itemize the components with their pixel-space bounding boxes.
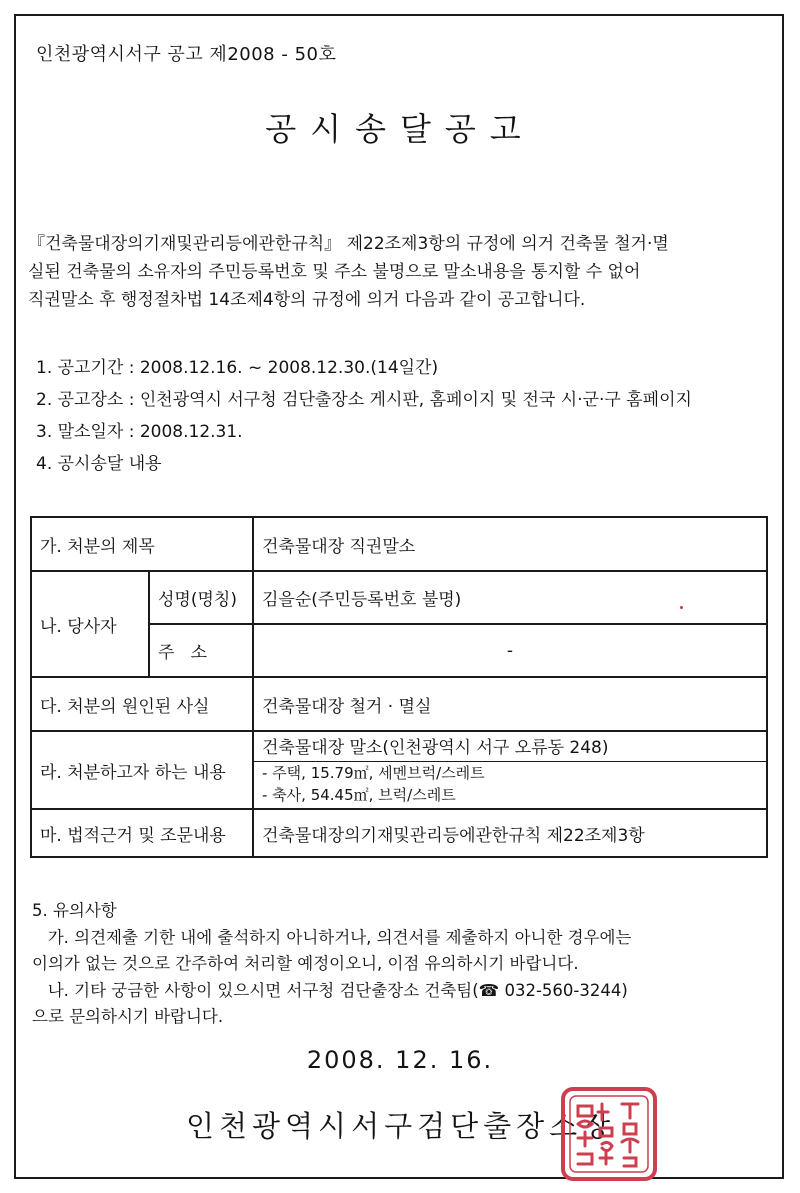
content-detail: - 주택, 15.79㎡, 세멘브럭/스레트 xyxy=(262,763,485,782)
content-divider xyxy=(254,761,766,806)
item-content: 4. 공시송달 내용 xyxy=(36,454,162,474)
cell-label: 마. 법적근거 및 조문내용 xyxy=(31,809,253,857)
note-line: 5. 유의사항 xyxy=(32,901,117,920)
caution-notes xyxy=(32,898,772,1031)
cell-value: - xyxy=(253,624,767,677)
cell-label: 나. 당사자 xyxy=(31,571,149,677)
intro-paragraph xyxy=(28,230,768,314)
cell-label: 다. 처분의 원인된 사실 xyxy=(31,677,253,731)
red-mark xyxy=(680,606,683,609)
note-line: 으로 문의하시기 바랍니다. xyxy=(32,1007,224,1026)
cell-value: 건축물대장 직권말소 xyxy=(253,517,767,571)
item-period: 1. 공고기간 : 2008.12.16. ~ 2008.12.30.(14일간) xyxy=(36,358,439,378)
table-row xyxy=(31,677,767,731)
issue-date: 2008. 12. 16. xyxy=(306,1046,494,1074)
note-line: 가. 의견제출 기한 내에 출석하지 아니하거나, 의견서를 제출하지 아니한 경우에는 xyxy=(32,927,632,947)
notice-number: 인천광역시서구 공고 제2008 - 50호 xyxy=(36,44,337,65)
cell-label: 라. 처분하고자 하는 내용 xyxy=(31,731,253,809)
cell-value: 김을순(주민등록번호 불명) xyxy=(253,571,767,624)
table-row xyxy=(31,517,767,571)
cell-sublabel: 성명(명칭) xyxy=(149,571,253,624)
document-title: 공시송달공고 xyxy=(265,110,535,148)
content-detail: - 축사, 54.45㎡, 브럭/스레트 xyxy=(262,785,456,804)
note-line: 나. 기타 궁금한 사항이 있으시면 서구청 검단출장소 건축팀(☎ 032-560-3244) xyxy=(32,980,628,1000)
disposition-table xyxy=(30,516,768,858)
cell-value: 건축물대장의기재및관리등에관한규칙 제22조제3항 xyxy=(253,809,767,857)
content-main: 건축물대장 말소(인천광역시 서구 오류동 248) xyxy=(262,737,609,758)
table-row xyxy=(31,731,767,809)
cell-sublabel xyxy=(149,624,253,677)
table-row xyxy=(31,571,767,624)
issuer-name: 인천광역시서구검단출장소장 xyxy=(186,1109,616,1143)
intro-line: 직권말소 후 행정절차법 14조제4항의 규정에 의거 다음과 같이 공고합니다. xyxy=(28,290,586,310)
cell-value: 건축물대장 철거 · 멸실 xyxy=(253,677,767,731)
table-row xyxy=(31,809,767,857)
item-date: 3. 말소일자 : 2008.12.31. xyxy=(36,422,243,442)
official-seal-icon xyxy=(560,1086,658,1182)
notice-items xyxy=(36,352,692,480)
intro-line: 『건축물대장의기재및관리등에관한규칙』 제22조제3항의 규정에 의거 건축물 철거·멸 xyxy=(28,234,669,254)
cell-value xyxy=(253,731,767,809)
item-place: 2. 공고장소 : 인천광역시 서구청 검단출장소 게시판, 홈페이지 및 전국 시·군·구 홈페이지 xyxy=(36,390,692,410)
intro-line: 실된 건축물의 소유자의 주민등록번호 및 주소 불명으로 말소내용을 통지할 수 없어 xyxy=(28,262,641,282)
cell-label: 가. 처분의 제목 xyxy=(31,517,253,571)
note-line: 이의가 없는 것으로 간주하여 처리할 예정이오니, 이점 유의하시기 바랍니다. xyxy=(32,954,579,973)
address-label: 주 소 xyxy=(158,643,208,663)
